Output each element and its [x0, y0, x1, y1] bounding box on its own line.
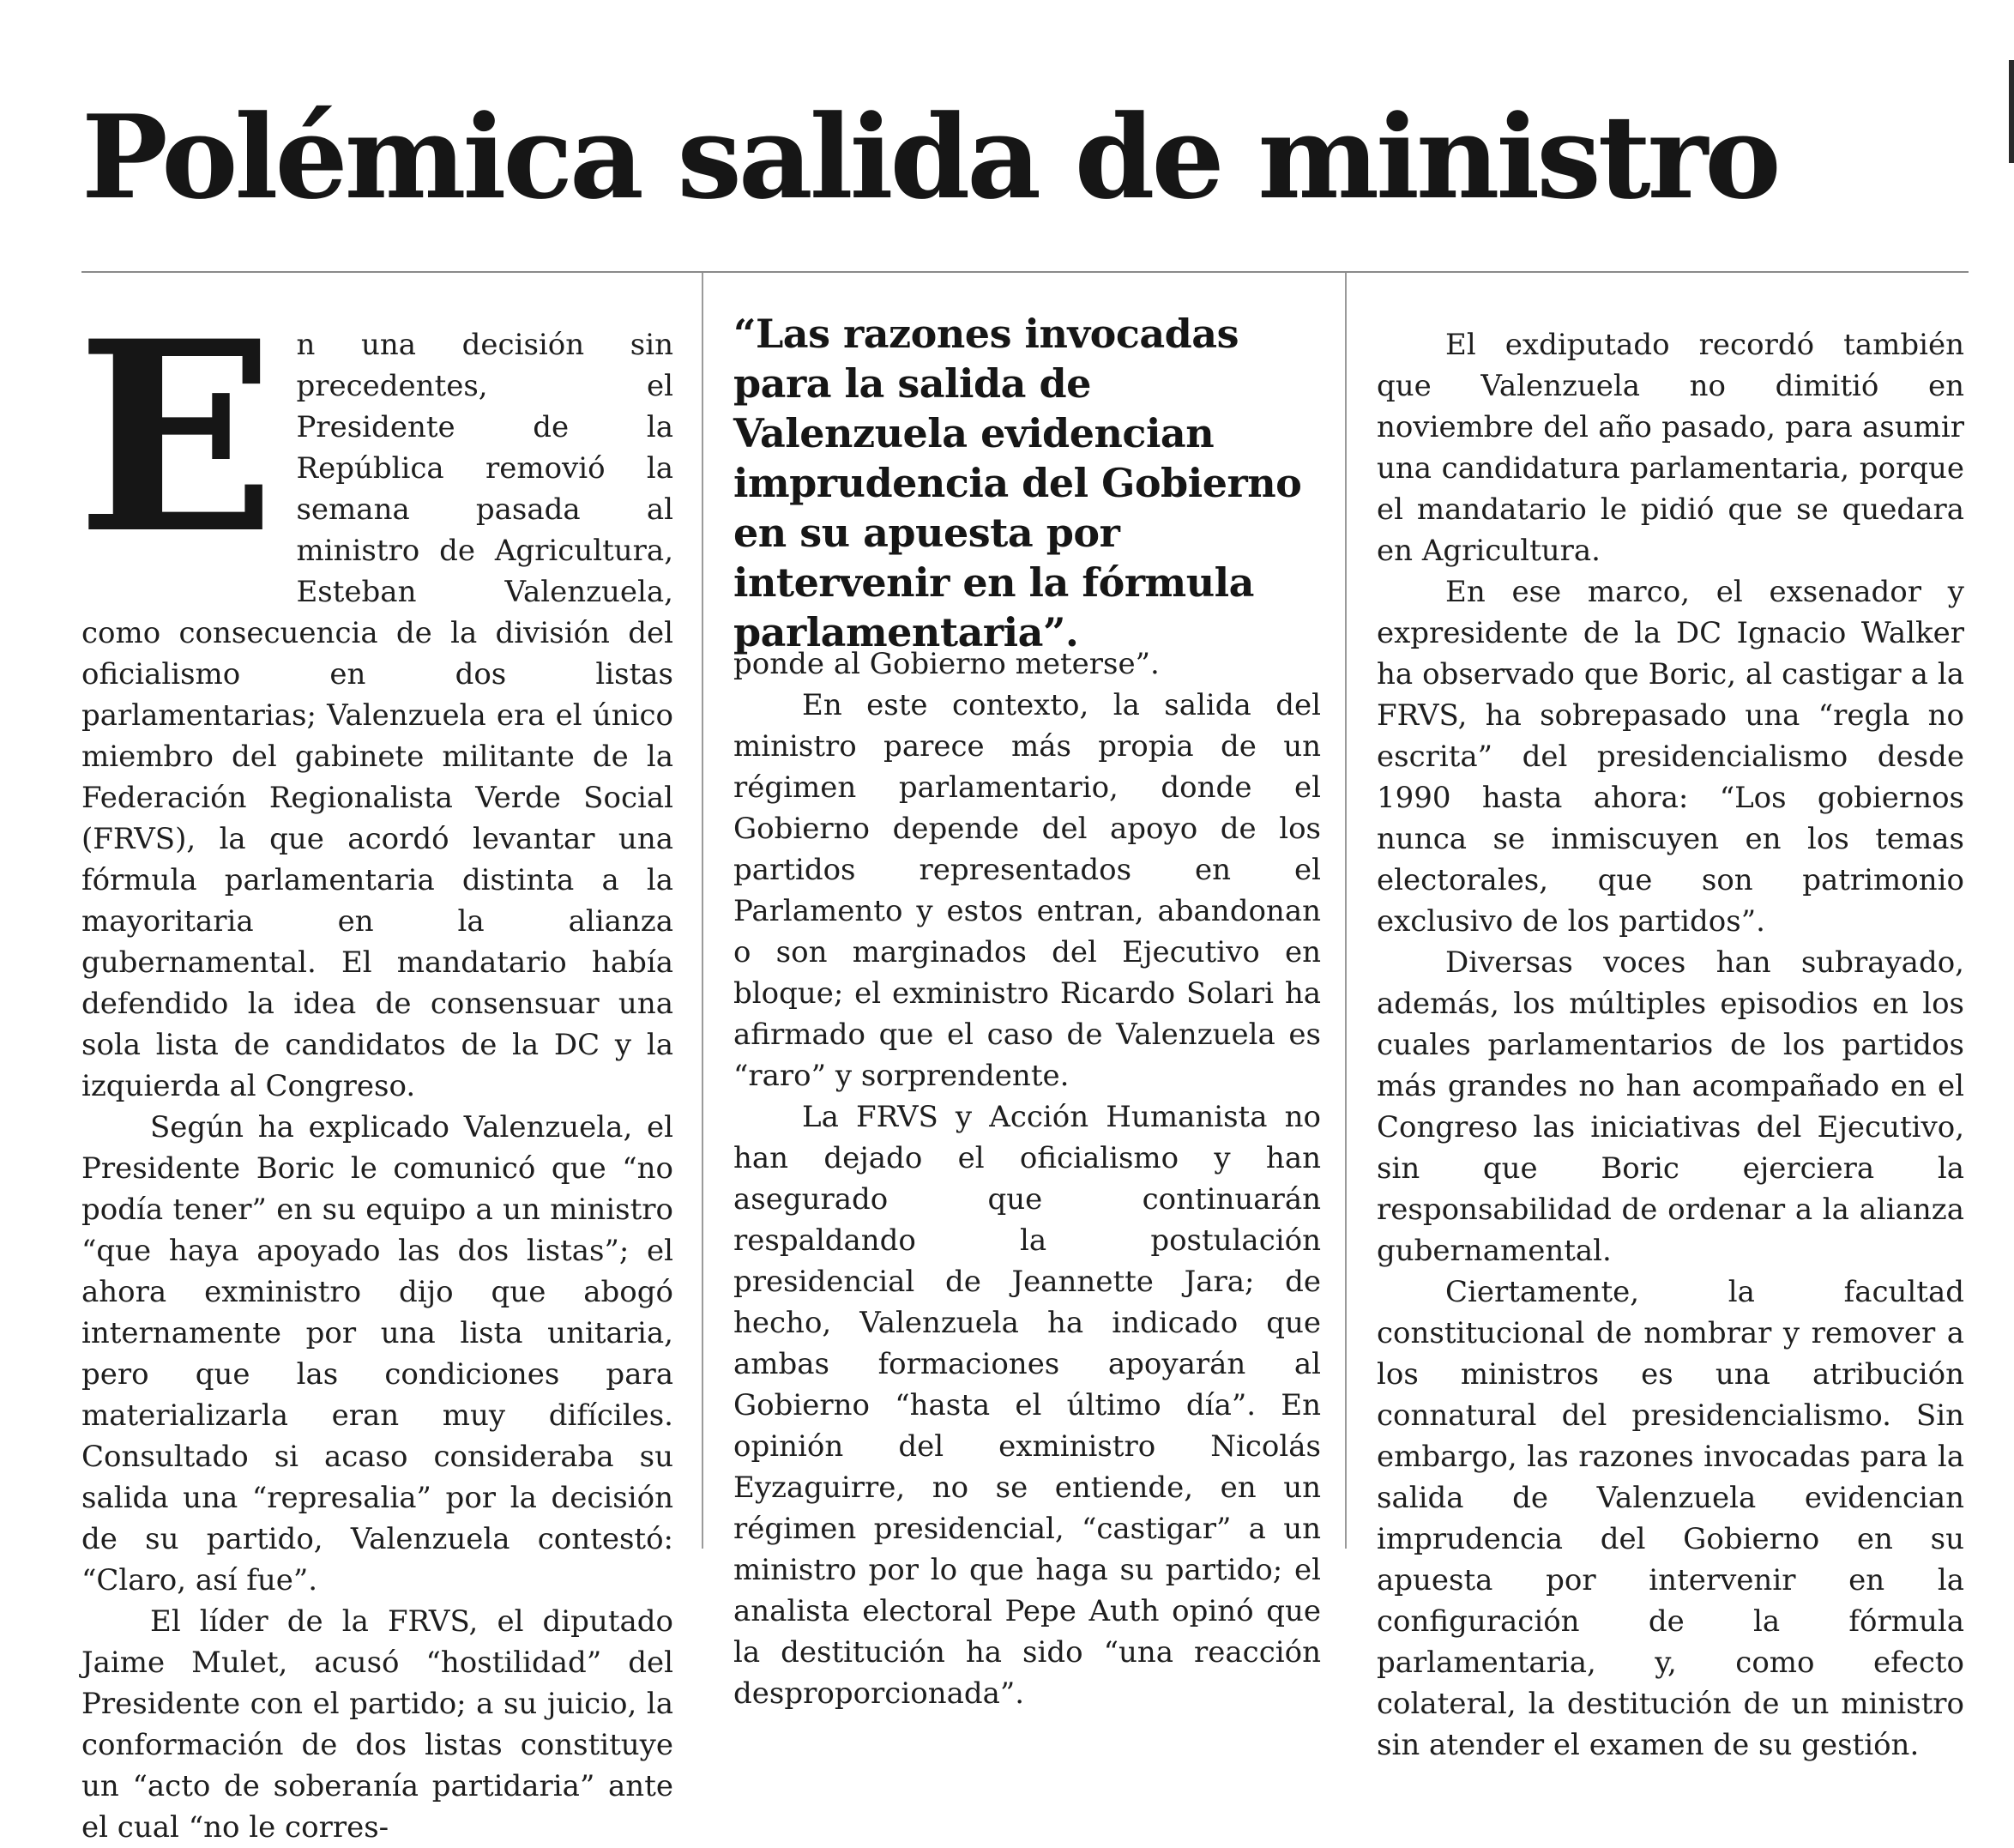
page-edge-mark	[2009, 60, 2014, 163]
drop-cap: E	[76, 284, 276, 591]
paragraph: La FRVS y Acción Humanista no han dejado el oficialismo y han asegurado que continuarán respaldando la postulación presidencial de Jeannette Jara; de hecho, Valenzuela ha indicado que ambas formaciones apoyarán al Gobierno “hasta el último día”. En opinión del exministro Nicolás Eyzaguirre, no se entiende, en un régimen presidencial, “castigar” a un ministro por lo que haga su partido; el analista electoral Pepe Auth opinó que la destitución ha sido “una reacción desproporcionada”.	[733, 1100, 1321, 1711]
headline: Polémica salida de ministro	[81, 89, 1778, 225]
paragraph: En este contexto, la salida del ministro parece más propia de un régimen parlamentario, donde el Gobierno depende del apoyo de los partidos representados en el Parlamento y estos entran, abandonan o son marginados del Ejecutivo en bloque; el exministro Ricardo Solari ha afirmado que el caso de Valenzuela es “raro” y sorprendente.	[733, 688, 1321, 1093]
paragraph: Ciertamente, la facultad constitucional de nombrar y remover a los ministros es una atribución connatural del presidencialismo. Sin embargo, las razones invocadas para la salida de Valenzuela evidencian imprudencia del Gobierno en su apuesta por intervenir en la configuración de la fórmula parlamentaria, y, como efecto colateral, la destitución de un ministro sin atender el examen de su gestión.	[1377, 1275, 1964, 1762]
paragraph: El líder de la FRVS, el diputado Jaime Mulet, acusó “hostilidad” del Presidente con el partido; a su juicio, la conformación de dos listas constituye un “acto de soberanía partidaria” ante el cual “no le corres-	[81, 1604, 673, 1845]
column-divider-2	[1345, 273, 1347, 1549]
article-column-1	[76, 284, 673, 1848]
paragraph: ponde al Gobierno meterse”.	[733, 647, 1160, 681]
paragraph: Diversas voces han subrayado, además, los múltiples episodios en los cuales parlamentarios de los partidos más grandes no han acompañado en el Congreso las iniciativas del Ejecutivo, sin que Boric ejerciera la responsabilidad de ordenar a la alianza gubernamental.	[1377, 945, 1964, 1268]
pull-quote: “Las razones invocadas para la salida de Valenzuela evidencian imprudencia del Gobierno en su apuesta por intervenir en la fórmula parlamentaria”.	[733, 311, 1302, 655]
column-divider-1	[702, 273, 703, 1549]
paragraph: El exdiputado recordó también que Valenzuela no dimitió en noviembre del año pasado, para asumir una candidatura parlamentaria, porque el mandatario le pidió que se quedara en Agricultura.	[1377, 328, 1964, 568]
article-column-2	[733, 643, 1321, 1714]
article-column-3	[1377, 324, 1964, 1766]
paragraph: n una decisión sin precedentes, el Presidente de la República removió la semana pasada al ministro de Agricultura, Esteban Valenzuela, como consecuencia de la división del oficialismo en dos listas parlamentarias; Valenzuela era el único miembro del gabinete militante de la Federación Regionalista Verde Social (FRVS), la que acordó levantar una fórmula parlamentaria distinta a la mayoritaria en la alianza gubernamental. El mandatario había defendido la idea de consensuar una sola lista de candidatos de la DC y la izquierda al Congreso.	[81, 328, 673, 1103]
paragraph: Según ha explicado Valenzuela, el Presidente Boric le comunicó que “no podía tener” en su equipo a un ministro “que haya apoyado las dos listas”; el ahora exministro dijo que abogó internamente por una lista unitaria, pero que las condiciones para materializarla eran muy difíciles. Consultado si acaso consideraba su salida una “represalia” por la decisión de su partido, Valenzuela contestó: “Claro, así fue”.	[81, 1110, 673, 1597]
paragraph: En ese marco, el exsenador y expresidente de la DC Ignacio Walker ha observado que Boric, al castigar a la FRVS, ha sobrepasado una “regla no escrita” del presidencialismo desde 1990 hasta ahora: “Los gobiernos nunca se inmiscuyen en los temas electorales, que son patrimonio exclusivo de los partidos”.	[1377, 575, 1964, 939]
headline-rule	[81, 271, 1969, 273]
